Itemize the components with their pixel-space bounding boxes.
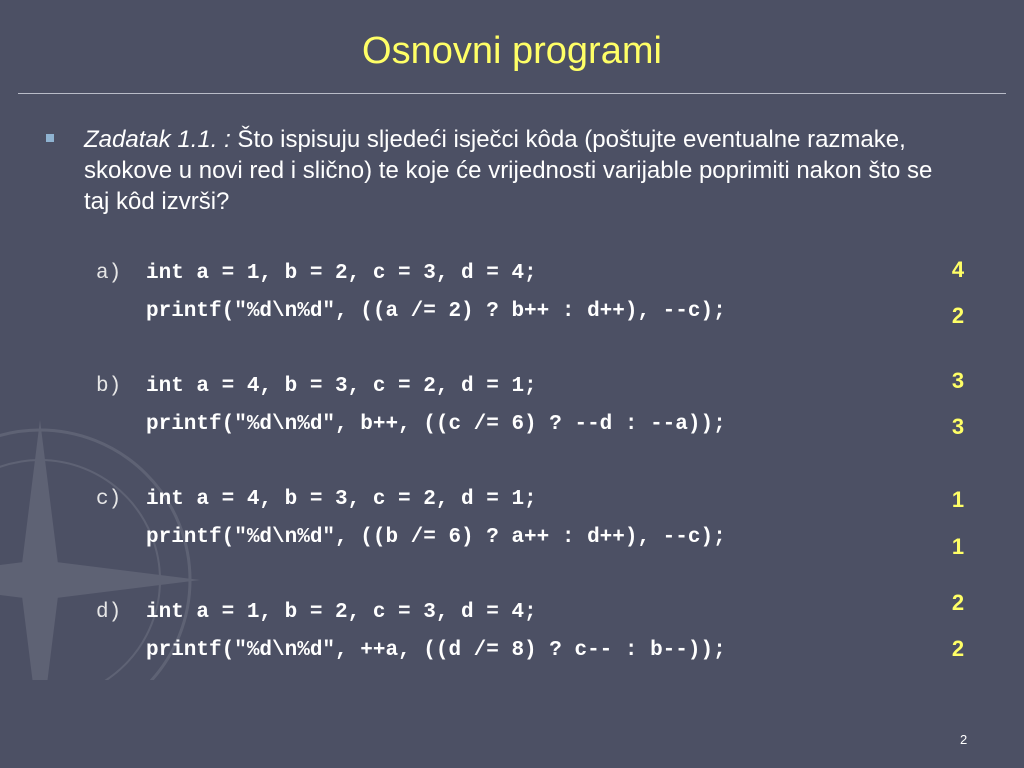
- task-text: Što ispisuju sljedeći isječci kôda (poštujte eventualne razmake, skokove u novi red i slično) te koje će vrijednosti varijable poprimiti nakon što se taj kôd izvrši?: [84, 126, 933, 215]
- code-line-a1: int a = 1, b = 2, c = 3, d = 4;: [146, 262, 537, 285]
- answer-d2: 2: [951, 636, 965, 661]
- code-line-b1: int a = 4, b = 3, c = 2, d = 1;: [146, 375, 537, 398]
- code-line-c1: int a = 4, b = 3, c = 2, d = 1;: [146, 488, 537, 511]
- code-line-b2: printf("%d\n%d", b++, ((c /= 6) ? --d : --a));: [146, 413, 726, 436]
- item-letter-d: d): [96, 601, 122, 624]
- answer-d1: 2: [951, 590, 965, 615]
- answer-a2: 2: [951, 303, 965, 328]
- item-letter-a: a): [96, 262, 122, 285]
- slide-title: Osnovni programi: [362, 30, 662, 72]
- answer-b1: 3: [951, 368, 965, 393]
- code-line-d2: printf("%d\n%d", ++a, ((d /= 8) ? c-- : b--));: [146, 639, 726, 662]
- page-number: 2: [960, 732, 968, 747]
- task-lead: Zadatak 1.1. :: [84, 126, 231, 153]
- answer-c2: 1: [951, 534, 965, 559]
- code-line-d1: int a = 1, b = 2, c = 3, d = 4;: [146, 601, 537, 624]
- item-letter-c: c): [96, 488, 122, 511]
- answer-b2: 3: [951, 414, 965, 439]
- task-description: [84, 124, 964, 217]
- answer-c1: 1: [951, 487, 965, 512]
- code-line-a2: printf("%d\n%d", ((a /= 2) ? b++ : d++), --c);: [146, 300, 726, 323]
- bullet-square-icon: [46, 134, 54, 142]
- code-line-c2: printf("%d\n%d", ((b /= 6) ? a++ : d++), --c);: [146, 526, 726, 549]
- title-divider: [18, 93, 1006, 94]
- item-letter-b: b): [96, 375, 122, 398]
- answer-a1: 4: [951, 257, 965, 282]
